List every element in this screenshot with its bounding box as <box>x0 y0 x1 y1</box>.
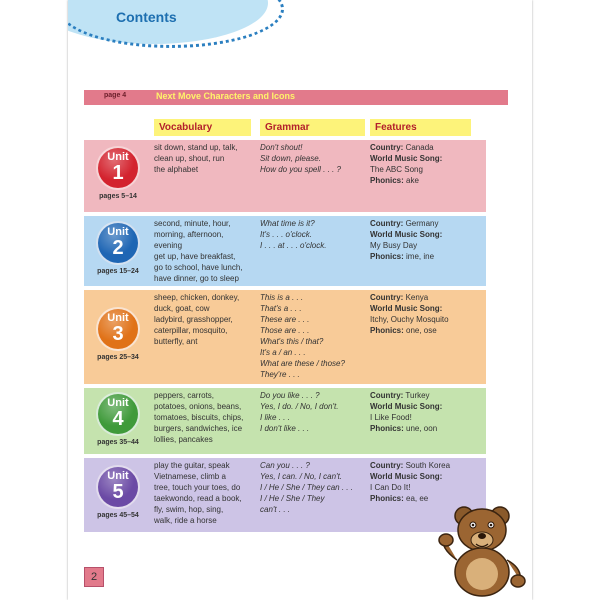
country-label: Country: <box>370 293 404 302</box>
unit-word: Unit <box>107 312 129 324</box>
phonics-line <box>370 251 486 262</box>
vocabulary-line: Vietnamese, climb a <box>154 472 226 481</box>
phonics-line <box>370 175 486 186</box>
song-label-line <box>370 303 486 314</box>
grammar-line: Yes, I can. / No, I can't. <box>260 472 343 481</box>
grammar-line: I / He / She / They <box>260 494 325 503</box>
country-line <box>370 292 486 303</box>
unit-pages: pages 25–34 <box>97 354 139 361</box>
vocabulary-line: go to school, have lunch, <box>154 263 243 272</box>
song-label: World Music Song: <box>370 402 443 411</box>
song-label: World Music Song: <box>370 154 443 163</box>
grammar-line: What time is it? <box>260 219 315 228</box>
unit-features <box>370 390 486 434</box>
unit-word: Unit <box>107 151 129 163</box>
grammar-line: can't . . . <box>260 505 290 514</box>
vocabulary-line: second, minute, hour, <box>154 219 231 228</box>
grammar-line: Can you . . . ? <box>260 461 310 470</box>
unit-number: 1 <box>112 162 124 184</box>
grammar-line: Those are . . . <box>260 326 310 335</box>
grammar-line: It's a / an . . . <box>260 348 306 357</box>
unit-row <box>84 140 486 212</box>
song-value: The ABC Song <box>370 165 423 174</box>
song-label: World Music Song: <box>370 304 443 313</box>
vocabulary-line: get up, have breakfast, <box>154 252 236 261</box>
song-value: I Can Do It! <box>370 483 411 492</box>
country-value: Canada <box>405 143 434 152</box>
phonics-label: Phonics: <box>370 424 404 433</box>
vocabulary-line: sheep, chicken, donkey, <box>154 293 240 302</box>
vocabulary-line: taekwondo, read a book, <box>154 494 242 503</box>
unit-pages: pages 15–24 <box>97 268 139 275</box>
song-label-line <box>370 153 486 164</box>
vocabulary-line: tree, touch your toes, do <box>154 483 241 492</box>
song-value: Itchy, Ouchy Mosquito <box>370 315 449 324</box>
unit-grammar <box>260 292 368 380</box>
vocabulary-line: ladybird, grasshopper, <box>154 315 233 324</box>
vocabulary-line: peppers, carrots, <box>154 391 215 400</box>
page-title: Contents <box>116 9 177 25</box>
grammar-line: What are these / those? <box>260 359 345 368</box>
phonics-value: ea, ee <box>406 494 429 503</box>
country-label: Country: <box>370 143 404 152</box>
grammar-header: Grammar <box>260 119 365 136</box>
country-label: Country: <box>370 391 404 400</box>
unit-features <box>370 218 486 262</box>
phonics-value: ime, ine <box>406 252 435 261</box>
country-value: Germany <box>405 219 439 228</box>
country-label: Country: <box>370 461 404 470</box>
grammar-line: They're . . . <box>260 370 300 379</box>
vocabulary-line: walk, ride a horse <box>154 516 217 525</box>
unit-badge <box>96 465 140 509</box>
grammar-line: Sit down, please. <box>260 154 321 163</box>
features-header: Features <box>370 119 471 136</box>
grammar-line: I . . . at . . . o'clock. <box>260 241 327 250</box>
unit-grammar <box>260 390 368 434</box>
unit-row <box>84 290 486 384</box>
vocabulary-line: evening <box>154 241 183 250</box>
country-value: South Korea <box>405 461 451 470</box>
unit-features <box>370 292 486 336</box>
song-label: World Music Song: <box>370 230 443 239</box>
grammar-line: How do you spell . . . ? <box>260 165 341 174</box>
unit-pages: pages 5–14 <box>99 193 137 200</box>
vocabulary-line: potatoes, onions, beans, <box>154 402 242 411</box>
vocabulary-line: morning, afternoon, <box>154 230 224 239</box>
country-line <box>370 142 486 153</box>
unit-vocabulary <box>154 218 254 284</box>
song-value: My Busy Day <box>370 241 418 250</box>
unit-features <box>370 142 486 186</box>
song-label: World Music Song: <box>370 472 443 481</box>
unit-pages: pages 45–54 <box>97 512 139 519</box>
unit-badge <box>96 392 140 436</box>
vocabulary-line: butterfly, ant <box>154 337 198 346</box>
unit-row <box>84 388 486 454</box>
unit-badge <box>96 146 140 190</box>
unit-word: Unit <box>107 226 129 238</box>
phonics-label: Phonics: <box>370 252 404 261</box>
grammar-line: These are . . . <box>260 315 310 324</box>
unit-number: 5 <box>112 481 124 503</box>
vocabulary-line: the alphabet <box>154 165 199 174</box>
phonics-value: une, oon <box>406 424 438 433</box>
country-value: Kenya <box>405 293 429 302</box>
phonics-value: one, ose <box>406 326 437 335</box>
bear-mascot-icon <box>434 488 530 598</box>
unit-badge <box>96 307 140 351</box>
page-number: 2 <box>84 567 104 587</box>
vocabulary-line: play the guitar, speak <box>154 461 230 470</box>
unit-grammar <box>260 142 368 175</box>
country-value: Turkey <box>405 391 430 400</box>
unit-number: 2 <box>112 237 124 259</box>
unit-badge <box>96 221 140 265</box>
grammar-line: This is a . . . <box>260 293 304 302</box>
grammar-line: What's this / that? <box>260 337 324 346</box>
next-move-title: Next Move Characters and Icons <box>156 91 296 101</box>
grammar-line: I / He / She / They can . . . <box>260 483 353 492</box>
vocabulary-line: clean up, shout, run <box>154 154 225 163</box>
unit-grammar <box>260 460 368 515</box>
vocabulary-line: lollies, pancakes <box>154 435 213 444</box>
song-value: I Like Food! <box>370 413 412 422</box>
unit-grammar <box>260 218 368 251</box>
unit-row <box>84 458 486 532</box>
phonics-label: Phonics: <box>370 494 404 503</box>
grammar-line: Yes, I do. / No, I don't. <box>260 402 339 411</box>
unit-number: 4 <box>112 408 124 430</box>
country-label: Country: <box>370 219 404 228</box>
phonics-line <box>370 325 486 336</box>
vocabulary-line: sit down, stand up, talk, <box>154 143 238 152</box>
grammar-line: I don't like . . . <box>260 424 310 433</box>
unit-vocabulary <box>154 292 254 347</box>
unit-pages: pages 35–44 <box>97 439 139 446</box>
next-move-page-ref: page 4 <box>104 92 127 99</box>
country-line <box>370 460 486 471</box>
vocabulary-line: caterpillar, mosquito, <box>154 326 228 335</box>
contents-page <box>68 0 532 600</box>
country-line <box>370 218 486 229</box>
grammar-line: Don't shout! <box>260 143 303 152</box>
country-line <box>370 390 486 401</box>
song-label-line <box>370 401 486 412</box>
unit-word: Unit <box>107 397 129 409</box>
grammar-line: Do you like . . . ? <box>260 391 320 400</box>
phonics-label: Phonics: <box>370 326 404 335</box>
grammar-line: I like . . . <box>260 413 290 422</box>
unit-vocabulary <box>154 460 254 526</box>
vocabulary-line: burgers, sandwiches, ice <box>154 424 243 433</box>
unit-word: Unit <box>107 470 129 482</box>
unit-vocabulary <box>154 142 254 175</box>
song-label-line <box>370 471 486 482</box>
vocabulary-line: tomatoes, biscuits, chips, <box>154 413 244 422</box>
unit-number: 3 <box>112 323 124 345</box>
unit-vocabulary <box>154 390 254 445</box>
phonics-line <box>370 423 486 434</box>
vocabulary-line: fly, swim, hop, sing, <box>154 505 224 514</box>
grammar-line: It's . . . o'clock. <box>260 230 312 239</box>
next-move-bar <box>84 90 508 105</box>
song-label-line <box>370 229 486 240</box>
phonics-value: ake <box>406 176 419 185</box>
vocabulary-header: Vocabulary <box>154 119 251 136</box>
vocabulary-line: duck, goat, cow <box>154 304 210 313</box>
unit-row <box>84 216 486 286</box>
vocabulary-line: have dinner, go to sleep <box>154 274 239 283</box>
grammar-line: That's a . . . <box>260 304 302 313</box>
phonics-label: Phonics: <box>370 176 404 185</box>
